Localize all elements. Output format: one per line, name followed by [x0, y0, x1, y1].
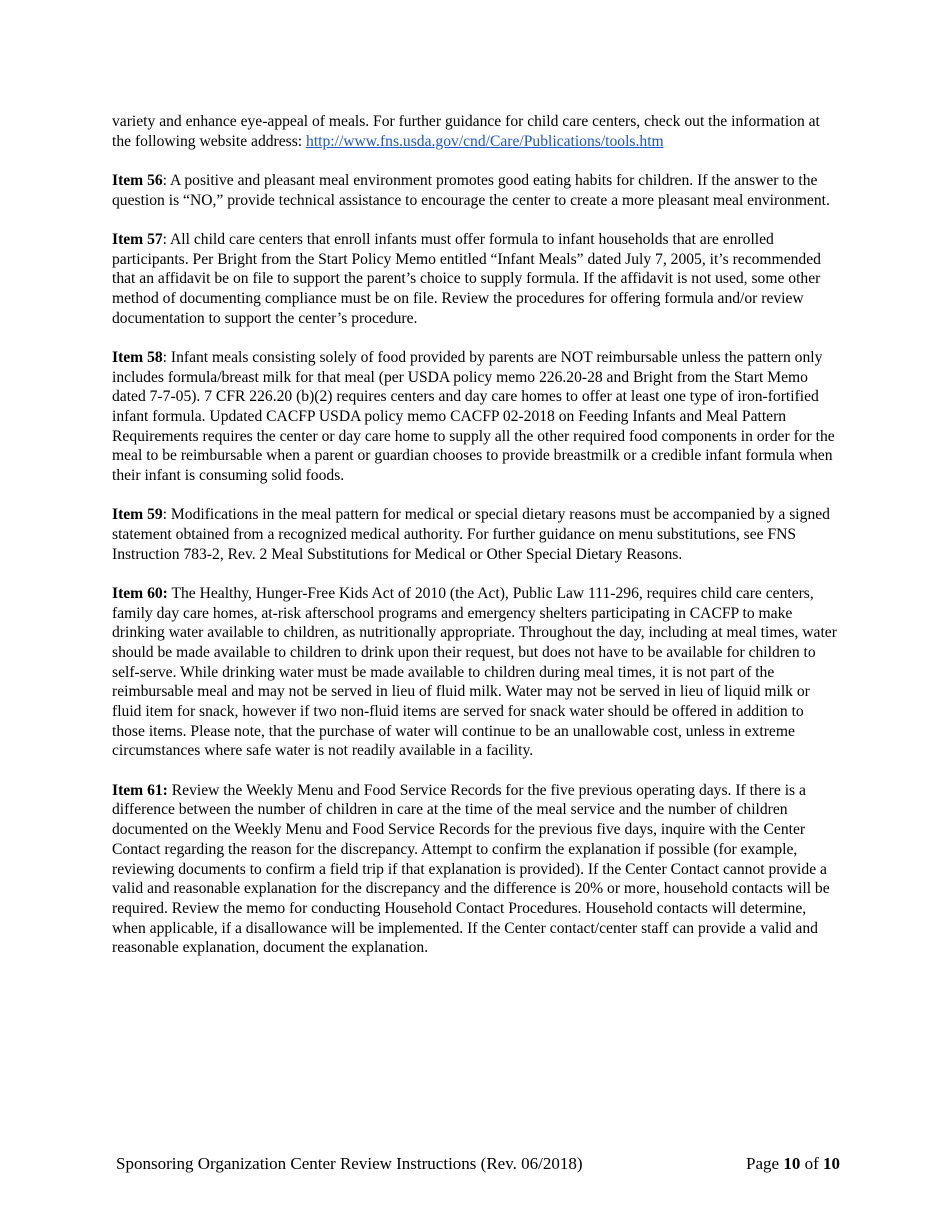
item-text: The Healthy, Hunger-Free Kids Act of 2010 (the Act), Public Law 111-296, requires child care centers, family day care homes, at-risk afterschool programs and emergency shelters participating in CACFP to make drinking water available to children, as nutritionally appropriate. Throughout the day, including at meal times, water should be made available to children to drink upon their request, but does not have to be available for children to self-serve. While drinking water must be made available to children during meal times, it is not part of the reimbursable meal and may not be served in lieu of fluid milk. Water may not be served in lieu of liquid milk or fluid item for snack, however if two non-fluid items are served for snack water should be offered in addition to those items. Please note, that the purchase of water will continue to be an unallowable cost, unless in extreme circumstances where safe water is not readily available in a facility. — [112, 584, 837, 760]
item-separator: : — [162, 506, 171, 524]
intro-text: variety and enhance eye-appeal of meals. For further guidance for child care centers, check out the information at the following website address: — [112, 113, 820, 150]
page-word: Page — [746, 1154, 780, 1173]
page-footer — [116, 1153, 840, 1175]
document-body — [112, 112, 840, 978]
item-60-paragraph — [112, 584, 840, 761]
item-separator: : — [162, 171, 171, 189]
tools-website-link[interactable]: http://www.fns.usda.gov/cnd/Care/Publications/tools.htm — [306, 132, 664, 150]
item-label: Item 60: — [112, 584, 168, 602]
item-label: Item 57 — [112, 230, 163, 248]
item-separator: : — [162, 348, 171, 366]
item-label: Item 56 — [112, 171, 163, 189]
item-text: Modifications in the meal pattern for medical or special dietary reasons must be accompanied by a signed statement obtained from a recognized medical authority. For further guidance on menu substitutions, see FNS Instruction 783-2, Rev. 2 Meal Substitutions for Medical or Other Special Dietary Reasons. — [112, 506, 830, 563]
intro-paragraph — [112, 112, 840, 151]
item-text: Review the Weekly Menu and Food Service Records for the five previous operating days. If there is a difference between the number of children in care at the time of the meal service and the number of children documented on the Weekly Menu and Food Service Records for the previous five days, inquire with the Center Contact regarding the reason for the discrepancy. Attempt to confirm the explanation if possible (for example, reviewing documents to confirm a field trip if that explanation is provided). If the Center Contact cannot provide a valid and reasonable explanation for the discrepancy and the difference is 20% or more, household contacts will be required. Review the memo for conducting Household Contact Procedures. Household contacts will determine, when applicable, if a disallowance will be implemented. If the Center contact/center staff can provide a valid and reasonable explanation, document the explanation. — [112, 781, 830, 957]
item-59-paragraph — [112, 505, 840, 564]
item-56-paragraph — [112, 171, 840, 210]
page-current: 10 — [783, 1154, 801, 1173]
item-separator: : — [162, 230, 171, 248]
page-number — [746, 1153, 840, 1175]
item-58-paragraph — [112, 348, 840, 486]
item-61-paragraph — [112, 781, 840, 958]
item-label: Item 59 — [112, 506, 163, 524]
page-total: 10 — [823, 1154, 840, 1173]
item-text: A positive and pleasant meal environment promotes good eating habits for children. If the answer to the question is “NO,” provide technical assistance to encourage the center to create a more pleasant meal environment. — [112, 171, 830, 209]
page-of: of — [804, 1154, 819, 1173]
item-label: Item 61: — [112, 781, 168, 799]
item-text: All child care centers that enroll infants must offer formula to infant households that are enrolled participants. Per Bright from the Start Policy Memo entitled “Infant Meals” dated July 7, 2005, it’s recommended that an affidavit be on file to support the parent’s choice to supply formula. If the affidavit is not used, some other method of documenting compliance must be on file. Review the procedures for offering formula and/or review documentation to support the center’s procedure. — [112, 230, 821, 327]
item-label: Item 58 — [112, 348, 163, 366]
item-text: Infant meals consisting solely of food provided by parents are NOT reimbursable unless the pattern only includes formula/breast milk for that meal (per USDA policy memo 226.20-28 and Bright from the Start Memo dated 7-7-05). 7 CFR 226.20 (b)(2) requires centers and day care homes to offer at least one type of iron-fortified infant formula. Updated CACFP USDA policy memo CACFP 02-2018 on Feeding Infants and Meal Pattern Requirements requires the center or day care home to supply all the other required food components in order for the meal to be reimbursable when a parent or guardian chooses to provide breastmilk or a credible infant formula when their infant is consuming solid foods. — [112, 348, 835, 485]
footer-document-title: Sponsoring Organization Center Review Instructions (Rev. 06/2018) — [116, 1154, 583, 1173]
item-57-paragraph — [112, 230, 840, 329]
